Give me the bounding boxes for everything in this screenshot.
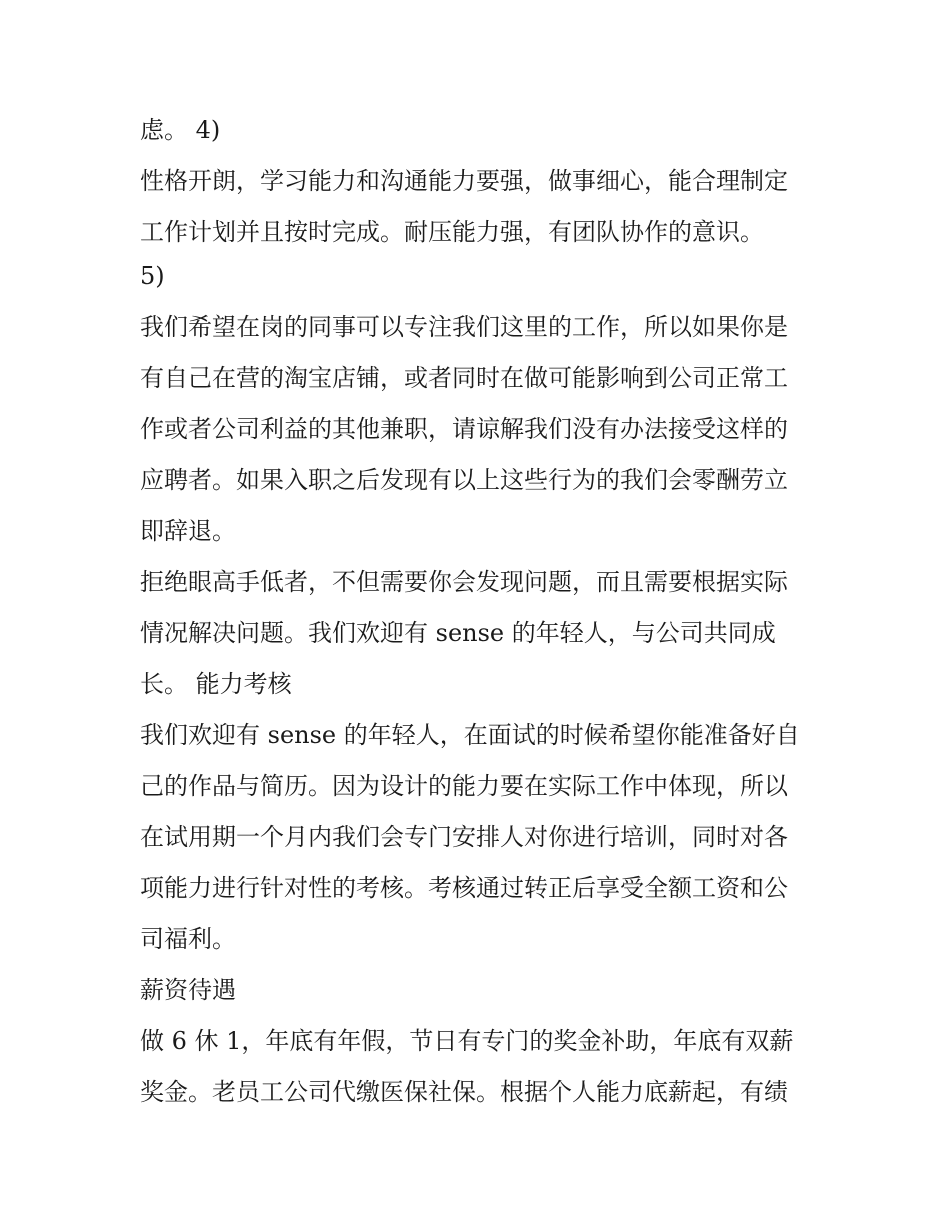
text-line: 工作计划并且按时完成。耐压能力强，有团队协作的意识。 [140, 218, 764, 246]
text-line: 薪资待遇 [140, 976, 236, 1004]
text-line: 应聘者。如果入职之后发现有以上这些行为的我们会零酬劳立 [140, 466, 788, 494]
text-line: 性格开朗，学习能力和沟通能力要强，做事细心，能合理制定 [140, 167, 788, 195]
text-line: 作或者公司利益的其他兼职，请谅解我们没有办法接受这样的 [140, 415, 788, 443]
text-line: 项能力进行针对性的考核。考核通过转正后享受全额工资和公 [140, 874, 788, 902]
text-line: 己的作品与简历。因为设计的能力要在实际工作中体现，所以 [140, 772, 788, 800]
text-line: 有自己在营的淘宝店铺，或者同时在做可能影响到公司正常工 [140, 364, 788, 392]
text-line: 拒绝眼高手低者，不但需要你会发现问题，而且需要根据实际 [140, 568, 788, 596]
document-body [140, 112, 830, 1125]
text-line: 情况解决问题。我们欢迎有 sense 的年轻人，与公司共同成 [140, 619, 776, 647]
text-line: 5) [140, 262, 165, 290]
text-line: 我们欢迎有 sense 的年轻人，在面试的时候希望你能准备好自 [140, 721, 800, 749]
text-line: 奖金。老员工公司代缴医保社保。根据个人能力底薪起，有绩 [140, 1078, 788, 1106]
text-line: 即辞退。 [140, 517, 236, 545]
text-line: 做 6 休 1，年底有年假，节日有专门的奖金补助，年底有双薪 [140, 1027, 794, 1055]
text-line: 长。 能力考核 [140, 670, 292, 698]
text-line: 司福利。 [140, 925, 236, 953]
text-line: 虑。 4) [140, 116, 221, 144]
text-line: 我们希望在岗的同事可以专注我们这里的工作，所以如果你是 [140, 313, 788, 341]
text-line: 在试用期一个月内我们会专门安排人对你进行培训，同时对各 [140, 823, 788, 851]
